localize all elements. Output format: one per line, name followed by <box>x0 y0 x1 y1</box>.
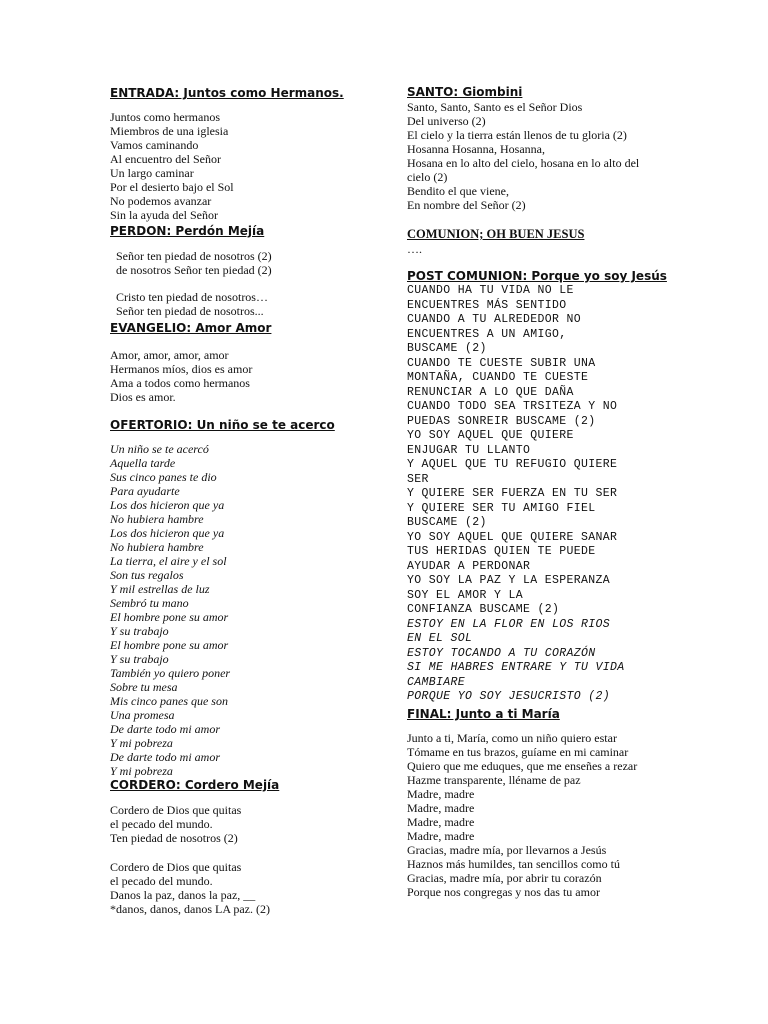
lyric-line: Señor ten piedad de nosotros (2) <box>116 249 272 263</box>
cordero-lyrics-b <box>110 860 400 916</box>
lyric-line: YO SOY AQUEL QUE QUIERE SANAR <box>407 530 618 544</box>
lyric-line: Danos la paz, danos la paz, __ <box>110 888 256 902</box>
lyric-line: No podemos avanzar <box>110 194 212 208</box>
lyric-line: Vamos caminando <box>110 138 199 152</box>
entrada-section <box>110 86 400 222</box>
lyric-line: Un niño se te acercó <box>110 442 209 456</box>
lyric-line: Y QUIERE SER FUERZA EN TU SER <box>407 487 618 500</box>
lyric-line: CUANDO TE CUESTE SUBIR UNA <box>407 356 596 370</box>
lyric-line: SER <box>407 472 429 486</box>
lyric-line: Madre, madre <box>407 787 475 801</box>
lyric-line: Una promesa <box>110 708 175 722</box>
lyric-line: La tierra, el aire y el sol <box>110 554 227 568</box>
lyric-line: Quiero que me eduques, que me enseñes a rezar <box>407 759 638 773</box>
cordero-section <box>110 778 400 916</box>
lyric-line: Y mi pobreza <box>110 736 173 750</box>
perdon-heading: PERDON: Perdón Mejía <box>110 224 265 238</box>
lyric-line: CAMBIARE <box>407 675 466 689</box>
lyric-line: De darte todo mi amor <box>110 722 220 736</box>
ofertorio-lyrics <box>110 442 400 778</box>
lyric-line: BUSCAME (2) <box>407 516 487 529</box>
perdon-lyrics-a <box>110 249 400 277</box>
lyric-line: Madre, madre <box>407 815 475 829</box>
lyric-line: Amor, amor, amor, amor <box>110 348 229 362</box>
lyric-line: Junto a ti, María, como un niño quiero estar <box>407 731 617 745</box>
final-heading: FINAL: Junto a ti María <box>407 707 560 721</box>
lyric-line: PORQUE YO SOY JESUCRISTO (2) <box>407 690 611 703</box>
lyric-line: Hazme transparente, lléname de paz <box>407 773 581 787</box>
lyric-line: Tómame en tus brazos, guíame en mi caminar <box>407 745 629 759</box>
lyric-line: Y AQUEL QUE TU REFUGIO QUIERE <box>407 458 618 471</box>
lyric-line: TUS HERIDAS QUIEN TE PUEDE <box>407 545 596 558</box>
lyric-line: Juntos como hermanos <box>110 110 220 124</box>
entrada-heading: ENTRADA: Juntos como Hermanos. <box>110 86 344 100</box>
perdon-lyrics-b <box>110 290 400 318</box>
post-comunion-heading: POST COMUNION: Porque yo soy Jesús <box>407 269 667 283</box>
lyric-line: EN EL SOL <box>407 632 473 645</box>
lyric-line: cielo (2) <box>407 170 448 184</box>
lyric-line: Y mil estrellas de luz <box>110 582 210 596</box>
lyric-line: …. <box>407 242 422 256</box>
santo-lyrics <box>407 100 662 212</box>
lyric-line: BUSCAME (2) <box>407 342 487 355</box>
evangelio-lyrics <box>110 348 400 404</box>
lyric-line: el pecado del mundo. <box>110 874 213 888</box>
lyric-line: Miembros de una iglesia <box>110 124 229 138</box>
lyric-line: Madre, madre <box>407 829 475 843</box>
lyric-line: Cristo ten piedad de nosotros… <box>116 290 268 304</box>
lyric-line: Los dos hicieron que ya <box>110 526 225 540</box>
lyric-line: También yo quiero poner <box>110 666 231 680</box>
lyric-line: CUANDO TODO SEA TRSITEZA Y NO <box>407 400 618 413</box>
santo-section <box>407 85 662 212</box>
lyric-line: Son tus regalos <box>110 568 184 582</box>
lyric-line: Al encuentro del Señor <box>110 152 221 166</box>
evangelio-section <box>110 321 400 404</box>
lyric-line: El cielo y la tierra están llenos de tu gloria (2) <box>407 128 627 142</box>
lyric-line: RENUNCIAR A LO QUE DAÑA <box>407 385 574 399</box>
lyric-line: Cordero de Dios que quitas <box>110 860 242 874</box>
lyric-line: YO SOY LA PAZ Y LA ESPERANZA <box>407 574 611 587</box>
ofertorio-heading: OFERTORIO: Un niño se te acerco <box>110 418 335 432</box>
lyric-line: Los dos hicieron que ya <box>110 498 225 512</box>
lyric-line: Señor ten piedad de nosotros... <box>116 304 264 318</box>
lyric-line: Santo, Santo, Santo es el Señor Dios <box>407 100 583 114</box>
post-comunion-lyrics-italic <box>407 618 662 705</box>
lyric-line: Aquella tarde <box>110 456 176 470</box>
post-comunion-section <box>407 269 667 705</box>
lyric-line: Un largo caminar <box>110 166 194 180</box>
cordero-heading: CORDERO: Cordero Mejía <box>110 778 280 792</box>
lyric-line: YO SOY AQUEL QUE QUIERE <box>407 429 574 442</box>
lyric-line: MONTAÑA, CUANDO TE CUESTE <box>407 371 589 384</box>
lyric-line: Ten piedad de nosotros (2) <box>110 831 238 845</box>
lyric-line: Ama a todos como hermanos <box>110 376 250 390</box>
lyric-line: Y QUIERE SER TU AMIGO FIEL <box>407 501 596 515</box>
santo-heading: SANTO: Giombini <box>407 85 523 99</box>
lyric-line: Madre, madre <box>407 801 475 815</box>
lyric-line: SOY EL AMOR Y LA <box>407 588 524 602</box>
perdon-section <box>110 224 400 318</box>
lyric-line: En nombre del Señor (2) <box>407 198 526 212</box>
lyric-line: Porque nos congregas y nos das tu amor <box>407 885 600 899</box>
lyric-line: Sin la ayuda del Señor <box>110 208 218 222</box>
cordero-lyrics-a <box>110 803 400 845</box>
lyric-line: Y su trabajo <box>110 624 169 638</box>
lyric-line: PUEDAS SONREIR BUSCAME (2) <box>407 414 596 428</box>
comunion-heading: COMUNION; OH BUEN JESUS <box>407 227 585 241</box>
comunion-lyrics <box>407 242 662 256</box>
lyric-line: Por el desierto bajo el Sol <box>110 180 234 194</box>
lyric-line: *danos, danos, danos LA paz. (2) <box>110 902 270 916</box>
lyric-line: No hubiera hambre <box>110 540 204 554</box>
lyric-line: el pecado del mundo. <box>110 817 213 831</box>
lyric-line: ENCUENTRES MÁS SENTIDO <box>407 298 567 312</box>
lyric-line: Del universo (2) <box>407 114 486 128</box>
lyric-line: El hombre pone su amor <box>110 610 229 624</box>
post-comunion-lyrics <box>407 284 662 618</box>
lyric-line: de nosotros Señor ten piedad (2) <box>116 263 272 277</box>
lyric-line: ESTOY EN LA FLOR EN LOS RIOS <box>407 617 611 631</box>
lyric-line: Mis cinco panes que son <box>110 694 228 708</box>
lyric-line: Y su trabajo <box>110 652 169 666</box>
lyric-line: Gracias, madre mía, por llevarnos a Jesús <box>407 843 607 857</box>
lyric-line: Cordero de Dios que quitas <box>110 803 242 817</box>
entrada-lyrics <box>110 110 400 222</box>
lyric-line: ENCUENTRES A UN AMIGO, <box>407 327 567 341</box>
lyric-line: Gracias, madre mía, por abrir tu corazón <box>407 871 602 885</box>
lyric-line: El hombre pone su amor <box>110 638 229 652</box>
lyric-line: CUANDO A TU ALREDEDOR NO <box>407 313 582 326</box>
lyric-line: De darte todo mi amor <box>110 750 220 764</box>
lyric-line: No hubiera hambre <box>110 512 204 526</box>
lyric-line: Hosana en lo alto del cielo, hosana en lo alto del <box>407 156 640 170</box>
lyric-line: Hermanos míos, dios es amor <box>110 362 253 376</box>
comunion-section <box>407 227 662 256</box>
lyric-line: Para ayudarte <box>110 484 180 498</box>
lyric-line: Hosanna Hosanna, Hosanna, <box>407 142 545 156</box>
lyric-line: CUANDO HA TU VIDA NO LE <box>407 284 574 297</box>
lyric-line: Y mi pobreza <box>110 764 173 778</box>
lyric-line: Sus cinco panes te dio <box>110 470 217 484</box>
final-section <box>407 707 662 899</box>
lyric-line: AYUDAR A PERDONAR <box>407 559 531 573</box>
lyric-line: SI ME HABRES ENTRARE Y TU VIDA <box>407 661 625 674</box>
final-lyrics <box>407 731 662 899</box>
lyric-line: Sobre tu mesa <box>110 680 178 694</box>
ofertorio-section <box>110 418 400 778</box>
lyric-line: CONFIANZA BUSCAME (2) <box>407 603 560 616</box>
lyric-line: Dios es amor. <box>110 390 176 404</box>
lyric-line: ENJUGAR TU LLANTO <box>407 443 531 457</box>
evangelio-heading: EVANGELIO: Amor Amor <box>110 321 272 335</box>
lyric-line: ESTOY TOCANDO A TU CORAZÓN <box>407 646 596 660</box>
lyric-line: Sembró tu mano <box>110 596 189 610</box>
lyric-line: Bendito el que viene, <box>407 184 509 198</box>
lyric-line: Haznos más humildes, tan sencillos como tú <box>407 857 620 871</box>
